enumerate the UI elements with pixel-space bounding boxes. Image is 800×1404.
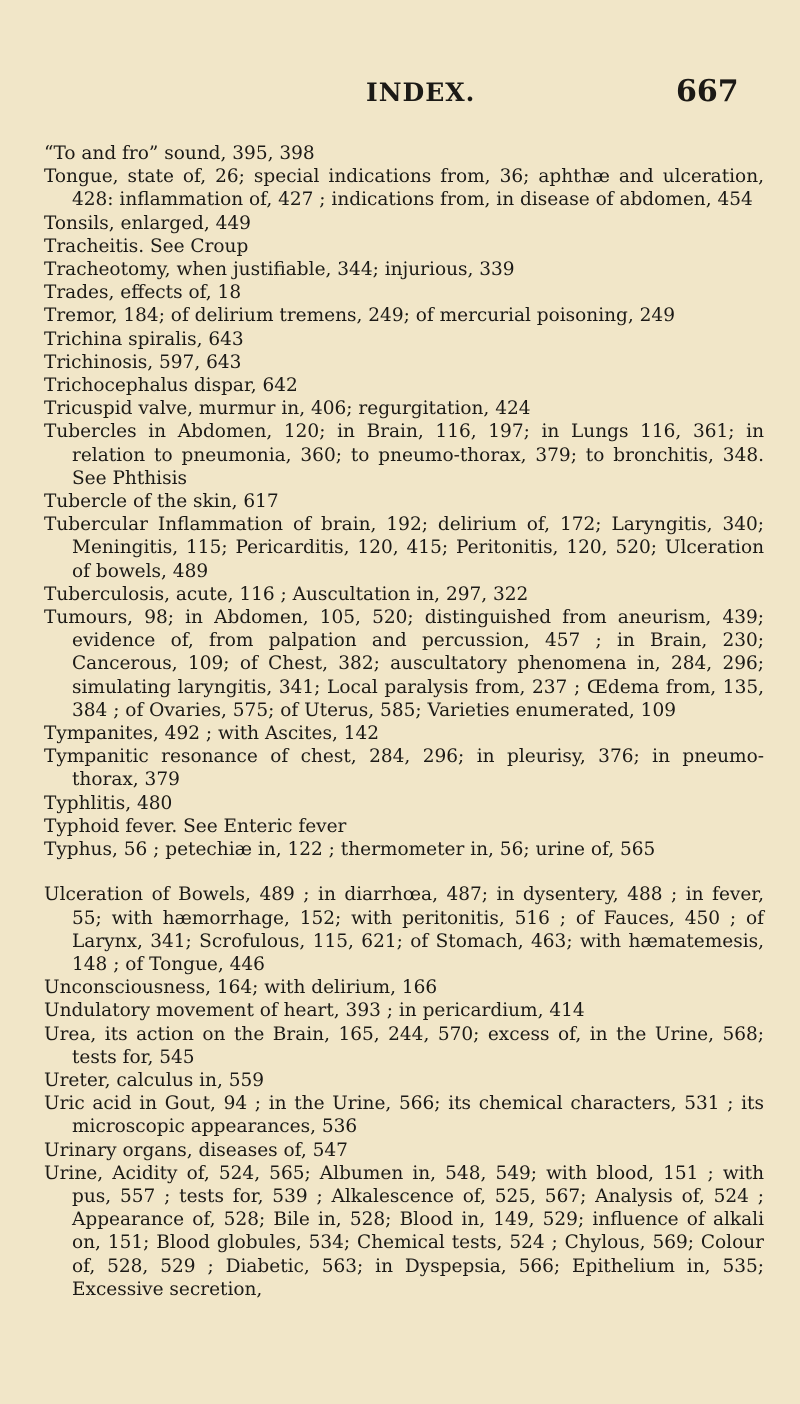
index-entry: Tympanites, 492 ; with Ascites, 142 [44,723,380,745]
index-entry: Unconsciousness, 164; with delirium, 166 [44,977,438,999]
section-gap [44,861,764,883]
running-title: INDEX. [366,78,476,107]
index-body [44,142,764,1301]
index-entry: Tracheotomy, when justifiable, 344; injurious, 339 [44,259,515,281]
index-entry: Tonsils, enlarged, 449 [44,212,251,234]
index-entry: Urine, Acidity of, 524, 565; Albumen in, 548, 549; with blood, 151 ; with pus, 557 ; tests for, 539 ; Alkalescence of, 525, 567; Analysis of, 524 ; Appearance of, 528; Bile in, 528; Blood in, 149, 529; influence of alkali on, 151; Blood globules, 534; Chemical tests, 524 ; Chylous, 569; Colour of, 528, 529 ; Diabetic, 563; in Dyspepsia, 566; Epithelium in, 535; Excessive secretion, [44,1162,764,1300]
index-entry: Tubercular Inflammation of brain, 192; delirium of, 172; Laryngitis, 340; Meningitis, 115; Pericarditis, 120, 415; Peritonitis, 120, 520; Ulceration of bowels, 489 [44,514,764,582]
page-number: 667 [676,74,739,109]
index-entry: Ulceration of Bowels, 489 ; in diarrhœa, 487; in dysentery, 488 ; in fever, 55; with hæmorrhage, 152; with peritonitis, 516 ; of Fauces, 450 ; of Larynx, 341; Scrofulous, 115, 621; of Stomach, 463; with hæmatemesis, 148 ; of Tongue, 446 [44,884,764,975]
index-entry: Tympanitic resonance of chest, 284, 296; in pleurisy, 376; in pneumo-thorax, 379 [44,746,764,791]
index-entry: Tongue, state of, 26; special indications from, 36; aphthæ and ulceration, 428: inflammation of, 427 ; indications from, in disease of abdomen, 454 [44,166,764,211]
index-entry: Tubercle of the skin, 617 [44,491,279,513]
index-entry: Urinary organs, diseases of, 547 [44,1139,348,1161]
index-entry: Typhus, 56 ; petechiæ in, 122 ; thermometer in, 56; urine of, 565 [44,839,656,861]
index-entry: Trichinosis, 597, 643 [44,351,242,373]
index-entry: Trichina spiralis, 643 [44,328,244,350]
index-entry: Tuberculosis, acute, 116 ; Auscultation in, 297, 322 [44,583,529,605]
index-section-u [44,883,764,1301]
index-entry: Trichocephalus dispar, 642 [44,375,298,397]
index-entry: Tumours, 98; in Abdomen, 105, 520; distinguished from aneurism, 439; evidence of, from palpation and percussion, 457 ; in Brain, 230; Cancerous, 109; of Chest, 382; auscultatory phenomena in, 284, 296; simulating laryngitis, 341; Local paralysis from, 237 ; Œdema from, 135, 384 ; of Ovaries, 575; of Uterus, 585; Varieties enumerated, 109 [44,607,764,721]
index-entry: Trades, effects of, 18 [44,282,242,304]
index-entry: Tracheitis. See Croup [44,235,249,257]
index-entry: Undulatory movement of heart, 393 ; in pericardium, 414 [44,1000,585,1022]
index-entry: Tremor, 184; of delirium tremens, 249; of mercurial poisoning, 249 [44,305,675,327]
index-entry: Tricuspid valve, murmur in, 406; regurgitation, 424 [44,398,531,420]
index-entry: Typhlitis, 480 [44,792,173,814]
index-entry: Urea, its action on the Brain, 165, 244, 570; excess of, in the Urine, 568; tests for, 545 [44,1023,764,1068]
index-entry: Ureter, calculus in, 559 [44,1069,265,1091]
page-header [0,74,800,114]
index-entry: Uric acid in Gout, 94 ; in the Urine, 566; its chemical characters, 531 ; its microscopic appearances, 536 [44,1093,764,1138]
index-entry: “To and fro” sound, 395, 398 [44,143,315,164]
index-entry: Typhoid fever. See Enteric fever [44,815,347,837]
index-section-t [44,142,764,861]
index-entry: Tubercles in Abdomen, 120; in Brain, 116, 197; in Lungs 116, 361; in relation to pneumonia, 360; to pneumo-thorax, 379; to bronchitis, 348. See Phthisis [44,421,764,489]
